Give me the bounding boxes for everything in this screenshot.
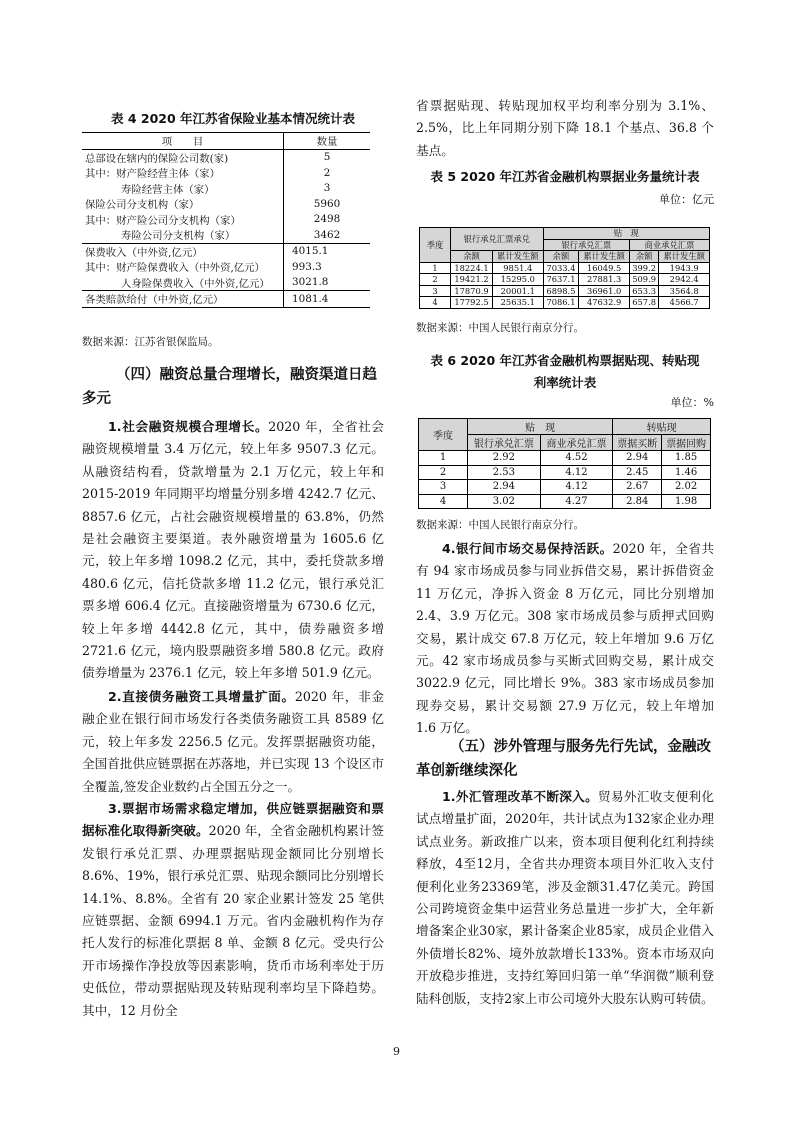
cell: 4 <box>419 494 468 509</box>
header-bank-draft: 银行承兑汇票 <box>468 435 541 451</box>
cell: 653.3 <box>629 285 658 297</box>
table4-header-item: 项 目 <box>82 133 284 150</box>
header-balance: 余额 <box>543 251 579 263</box>
paragraph-social-financing <box>82 416 384 685</box>
row-value: 5 <box>284 149 371 165</box>
row-label: 保险公司分支机构（家） <box>85 199 200 212</box>
header-rediscount: 转贴现 <box>613 419 711 435</box>
cell: 2 <box>419 465 468 480</box>
table6-caption-line1: 表 6 2020 年江苏省金融机构票据贴现、转贴现 <box>430 353 700 368</box>
row-value: 1081.4 <box>284 291 371 308</box>
paragraph-interbank <box>416 538 714 740</box>
cell: 1 <box>420 262 451 274</box>
table5-header-row1 <box>420 228 710 240</box>
row-value: 3 <box>284 181 371 197</box>
cell: 47632.9 <box>579 297 630 309</box>
cell: 27881.3 <box>579 274 630 286</box>
table-row <box>420 274 710 286</box>
table5-unit: 单位：亿元 <box>659 193 714 206</box>
cell: 7637.1 <box>543 274 579 286</box>
cell: 2 <box>420 274 451 286</box>
cell: 2.84 <box>613 494 662 509</box>
table-row <box>420 262 710 274</box>
table4-header-count: 数量 <box>284 133 371 150</box>
row-value: 5960 <box>284 196 371 212</box>
table6-header-row1 <box>419 419 711 435</box>
cell: 657.8 <box>629 297 658 309</box>
row-label: 其中：财产险保费收入（中外资,亿元） <box>85 262 265 275</box>
row-value: 3462 <box>284 227 371 243</box>
row-label: 寿险公司分支机构（家） <box>121 230 236 243</box>
header-cumulative: 累计发生额 <box>493 251 544 263</box>
row-label: 其中：财产险公司分支机构（家） <box>85 214 241 227</box>
header-cumulative: 累计发生额 <box>579 251 630 263</box>
cell: 2.53 <box>468 465 541 480</box>
page-number: 9 <box>393 1045 400 1058</box>
section4-heading: （四）融资总量合理增长，融资渠道日趋多元 <box>82 367 377 407</box>
cell: 2.02 <box>662 480 711 495</box>
cell: 4.52 <box>540 451 613 466</box>
table5-caption: 表 5 2020 年江苏省金融机构票据业务量统计表 <box>430 169 700 184</box>
table-row <box>419 480 711 495</box>
cell: 4566.7 <box>659 297 710 309</box>
cell: 9851.4 <box>493 262 544 274</box>
cell: 1.98 <box>662 494 711 509</box>
cell: 4.12 <box>540 480 613 495</box>
header-quarter: 季度 <box>419 419 468 451</box>
header-buyout: 票据买断 <box>613 435 662 451</box>
cell: 509.9 <box>629 274 658 286</box>
table-row <box>419 465 711 480</box>
table4-header <box>82 133 370 150</box>
cell: 2.92 <box>468 451 541 466</box>
row-value: 4015.1 <box>284 243 371 259</box>
cell: 2.67 <box>613 480 662 495</box>
table4-source: 数据来源：江苏省银保监局。 <box>82 336 219 348</box>
cell: 3.02 <box>468 494 541 509</box>
cell: 7086.1 <box>543 297 579 309</box>
paragraph-bill-market-cont: 省票据贴现、转贴现加权平均利率分别为 3.1%、2.5%，比上年同期分别下降 18.1 个基点、36.8 个基点。 <box>416 98 714 158</box>
table-row <box>82 196 370 212</box>
cell: 2.45 <box>613 465 662 480</box>
row-value: 2 <box>284 165 371 181</box>
paragraph-lead: 4.银行间市场交易保持活跃。 <box>442 541 613 556</box>
cell: 2942.4 <box>659 274 710 286</box>
row-label: 总部设在辖内的保险公司数(家) <box>85 152 229 165</box>
paragraph-body: 2020 年，全省社会融资规模增量 3.4 万亿元，较上年多 9507.3 亿元。从融资结构看，贷款增量为 2.1 万亿元，较上年和 2015-2019 年同期平均增量分别多增 4242.7 亿元、8857.6 亿元，占社会融资规模增量的 63.8%，仍然是社会融资主要渠道。表外融资增量为 1605.6 亿元，较上年多增 1098.2 亿元，其中，委托贷款多增 480.6 亿元，信托贷款多增 11.2 亿元，银行承兑汇票多增 606.4 亿元。直接融资增量为 6730.6 亿元，较上年多增 4442.8 亿元，其中，债券融资多增 2721.6 亿元，境内股票融资多增 580.8 亿元。政府债券增量为 2376.1 亿元，较上年多增 501.9 亿元。 <box>82 419 384 681</box>
cell: 1.85 <box>662 451 711 466</box>
table-row <box>419 494 711 509</box>
cell: 1943.9 <box>659 262 710 274</box>
cell: 3 <box>420 285 451 297</box>
table-row <box>420 297 710 309</box>
cell: 18224.1 <box>451 262 493 274</box>
table-row <box>82 227 370 243</box>
cell: 399.2 <box>629 262 658 274</box>
row-value: 3021.8 <box>284 275 371 291</box>
table-row <box>82 149 370 165</box>
header-repo: 票据回购 <box>662 435 711 451</box>
table-row <box>82 165 370 181</box>
paragraph-lead: 2.直接债务融资工具增量扩面。 <box>108 689 295 704</box>
table6-source: 数据来源：中国人民银行南京分行。 <box>416 519 584 531</box>
cell: 4 <box>420 297 451 309</box>
cell: 17792.5 <box>451 297 493 309</box>
cell: 6898.5 <box>543 285 579 297</box>
paragraph-forex-reform <box>416 786 714 1010</box>
table-row <box>419 451 711 466</box>
cell: 7033.4 <box>543 262 579 274</box>
table-row <box>82 259 370 275</box>
cell: 20001.1 <box>493 285 544 297</box>
header-commercial-draft: 商业承兑汇票 <box>629 239 709 251</box>
header-bank-acceptance: 银行承兑汇票承兑 <box>451 228 544 251</box>
table4-caption: 表 4 2020 年江苏省保险业基本情况统计表 <box>110 111 356 126</box>
row-value: 993.3 <box>284 259 371 275</box>
table-row <box>82 291 370 308</box>
row-label: 寿险经营主体（家） <box>121 183 215 196</box>
paragraph-bill-market <box>82 798 384 1022</box>
section5-heading: （五）涉外管理与服务先行先试，金融改革创新继续深化 <box>416 739 711 779</box>
cell: 17870.9 <box>451 285 493 297</box>
row-label: 各类赔款给付（中外资,亿元） <box>82 291 284 308</box>
header-balance: 余额 <box>629 251 658 263</box>
header-bank-draft: 银行承兑汇票 <box>543 239 629 251</box>
row-value: 2498 <box>284 212 371 228</box>
cell: 3 <box>419 480 468 495</box>
cell: 3564.8 <box>659 285 710 297</box>
cell: 25635.1 <box>493 297 544 309</box>
header-cumulative: 累计发生额 <box>659 251 710 263</box>
header-discount: 贴 现 <box>468 419 613 435</box>
header-discount: 贴 现 <box>543 228 709 240</box>
cell: 15295.0 <box>493 274 544 286</box>
table5 <box>419 227 710 309</box>
row-label: 保费收入（中外资,亿元） <box>82 243 284 259</box>
table6-unit: 单位：% <box>670 396 714 409</box>
header-balance: 余额 <box>451 251 493 263</box>
cell: 1 <box>419 451 468 466</box>
table-row <box>82 275 370 291</box>
table6 <box>418 418 711 509</box>
paragraph-body: 2020 年，全省共有 94 家市场成员参与同业拆借交易，累计拆借资金 11 万亿元，净拆入资金 8 万亿元，同比分别增加 2.4、3.9 万亿元。308 家市场成员参与质押式回购交易，累计成交 67.8 万亿元，较上年增加 9.6 万亿元。42 家市场成员参与买断式回购交易，累计成交 3022.9 亿元，同比增长 9%。383 家市场成员参加现券交易，累计交易额 27.9 万亿元，较上年增加 1.6 万亿。 <box>416 541 714 736</box>
paragraph-body: 2020 年，全省金融机构累计签发银行承兑汇票、办理票据贴现金额同比分别增长 8.6%、19%，银行承兑汇票、贴现余额同比分别增长 14.1%、8.8%。全省有 20 家企业累计签发 25 笔供应链票据、金额 6994.1 万元。省内金融机构作为存托人发行的标准化票据 8 单、金额 8 亿元。受央行公开市场操作净投放等因素影响，货币市场利率处于历史低位，带动票据贴现及转贴现利率均呈下降趋势。其中，12 月份全 <box>82 823 384 1018</box>
row-label: 人身险保费收入（中外资,亿元） <box>121 277 270 290</box>
cell: 2.94 <box>613 451 662 466</box>
cell: 4.27 <box>540 494 613 509</box>
table-row <box>82 181 370 197</box>
table-row <box>82 243 370 259</box>
paragraph-debt-financing <box>82 686 384 798</box>
paragraph-lead: 1.社会融资规模合理增长。 <box>108 419 269 434</box>
table5-source: 数据来源：中国人民银行南京分行。 <box>416 322 584 334</box>
row-label: 其中：财产险经营主体（家） <box>85 168 221 181</box>
cell: 1.46 <box>662 465 711 480</box>
table-row <box>420 285 710 297</box>
paragraph-body: 2020 年，非金融企业在银行间市场发行各类债务融资工具 8589 亿元，较上年多发 2256.5 亿元。发挥票据融资功能，全国首批供应链票据在苏落地，并已实现 13 个设区市全覆盖,签发企业数约占全国五分之一。 <box>82 689 384 794</box>
header-commercial-draft: 商业承兑汇票 <box>540 435 613 451</box>
cell: 4.12 <box>540 465 613 480</box>
table4 <box>82 132 370 308</box>
table-row <box>82 212 370 228</box>
cell: 19421.2 <box>451 274 493 286</box>
table6-caption-line2: 利率统计表 <box>533 375 597 390</box>
paragraph-body: 贸易外汇收支便利化试点增量扩面，2020年，共计试点为132家企业办理试点业务。新政推广以来，资本项目便利化红利持续释放，4至12月，全省共办理资本项目外汇收入支付便利化业务23369笔，涉及金额31.47亿美元。跨国公司跨境资金集中运营业务总量进一步扩大，全年新增备案企业30家，累计备案企业85家，成员企业借入外债增长82%、境外放款增长133%。资本市场双向开放稳步推进，支持红筹回归第一单“华润微”顺利登陆科创版，支持2家上市公司境外大股东认购可转债。 <box>416 789 714 1006</box>
cell: 2.94 <box>468 480 541 495</box>
cell: 36961.0 <box>579 285 630 297</box>
header-quarter: 季度 <box>420 228 451 263</box>
table5-header-row3 <box>420 251 710 263</box>
paragraph-lead: 3.票据市场需求稳定增加，供应链票据融资和票据标准化取得新突破。 <box>82 801 384 839</box>
cell: 16049.5 <box>579 262 630 274</box>
paragraph-lead: 1.外汇管理改革不断深入。 <box>442 789 599 804</box>
